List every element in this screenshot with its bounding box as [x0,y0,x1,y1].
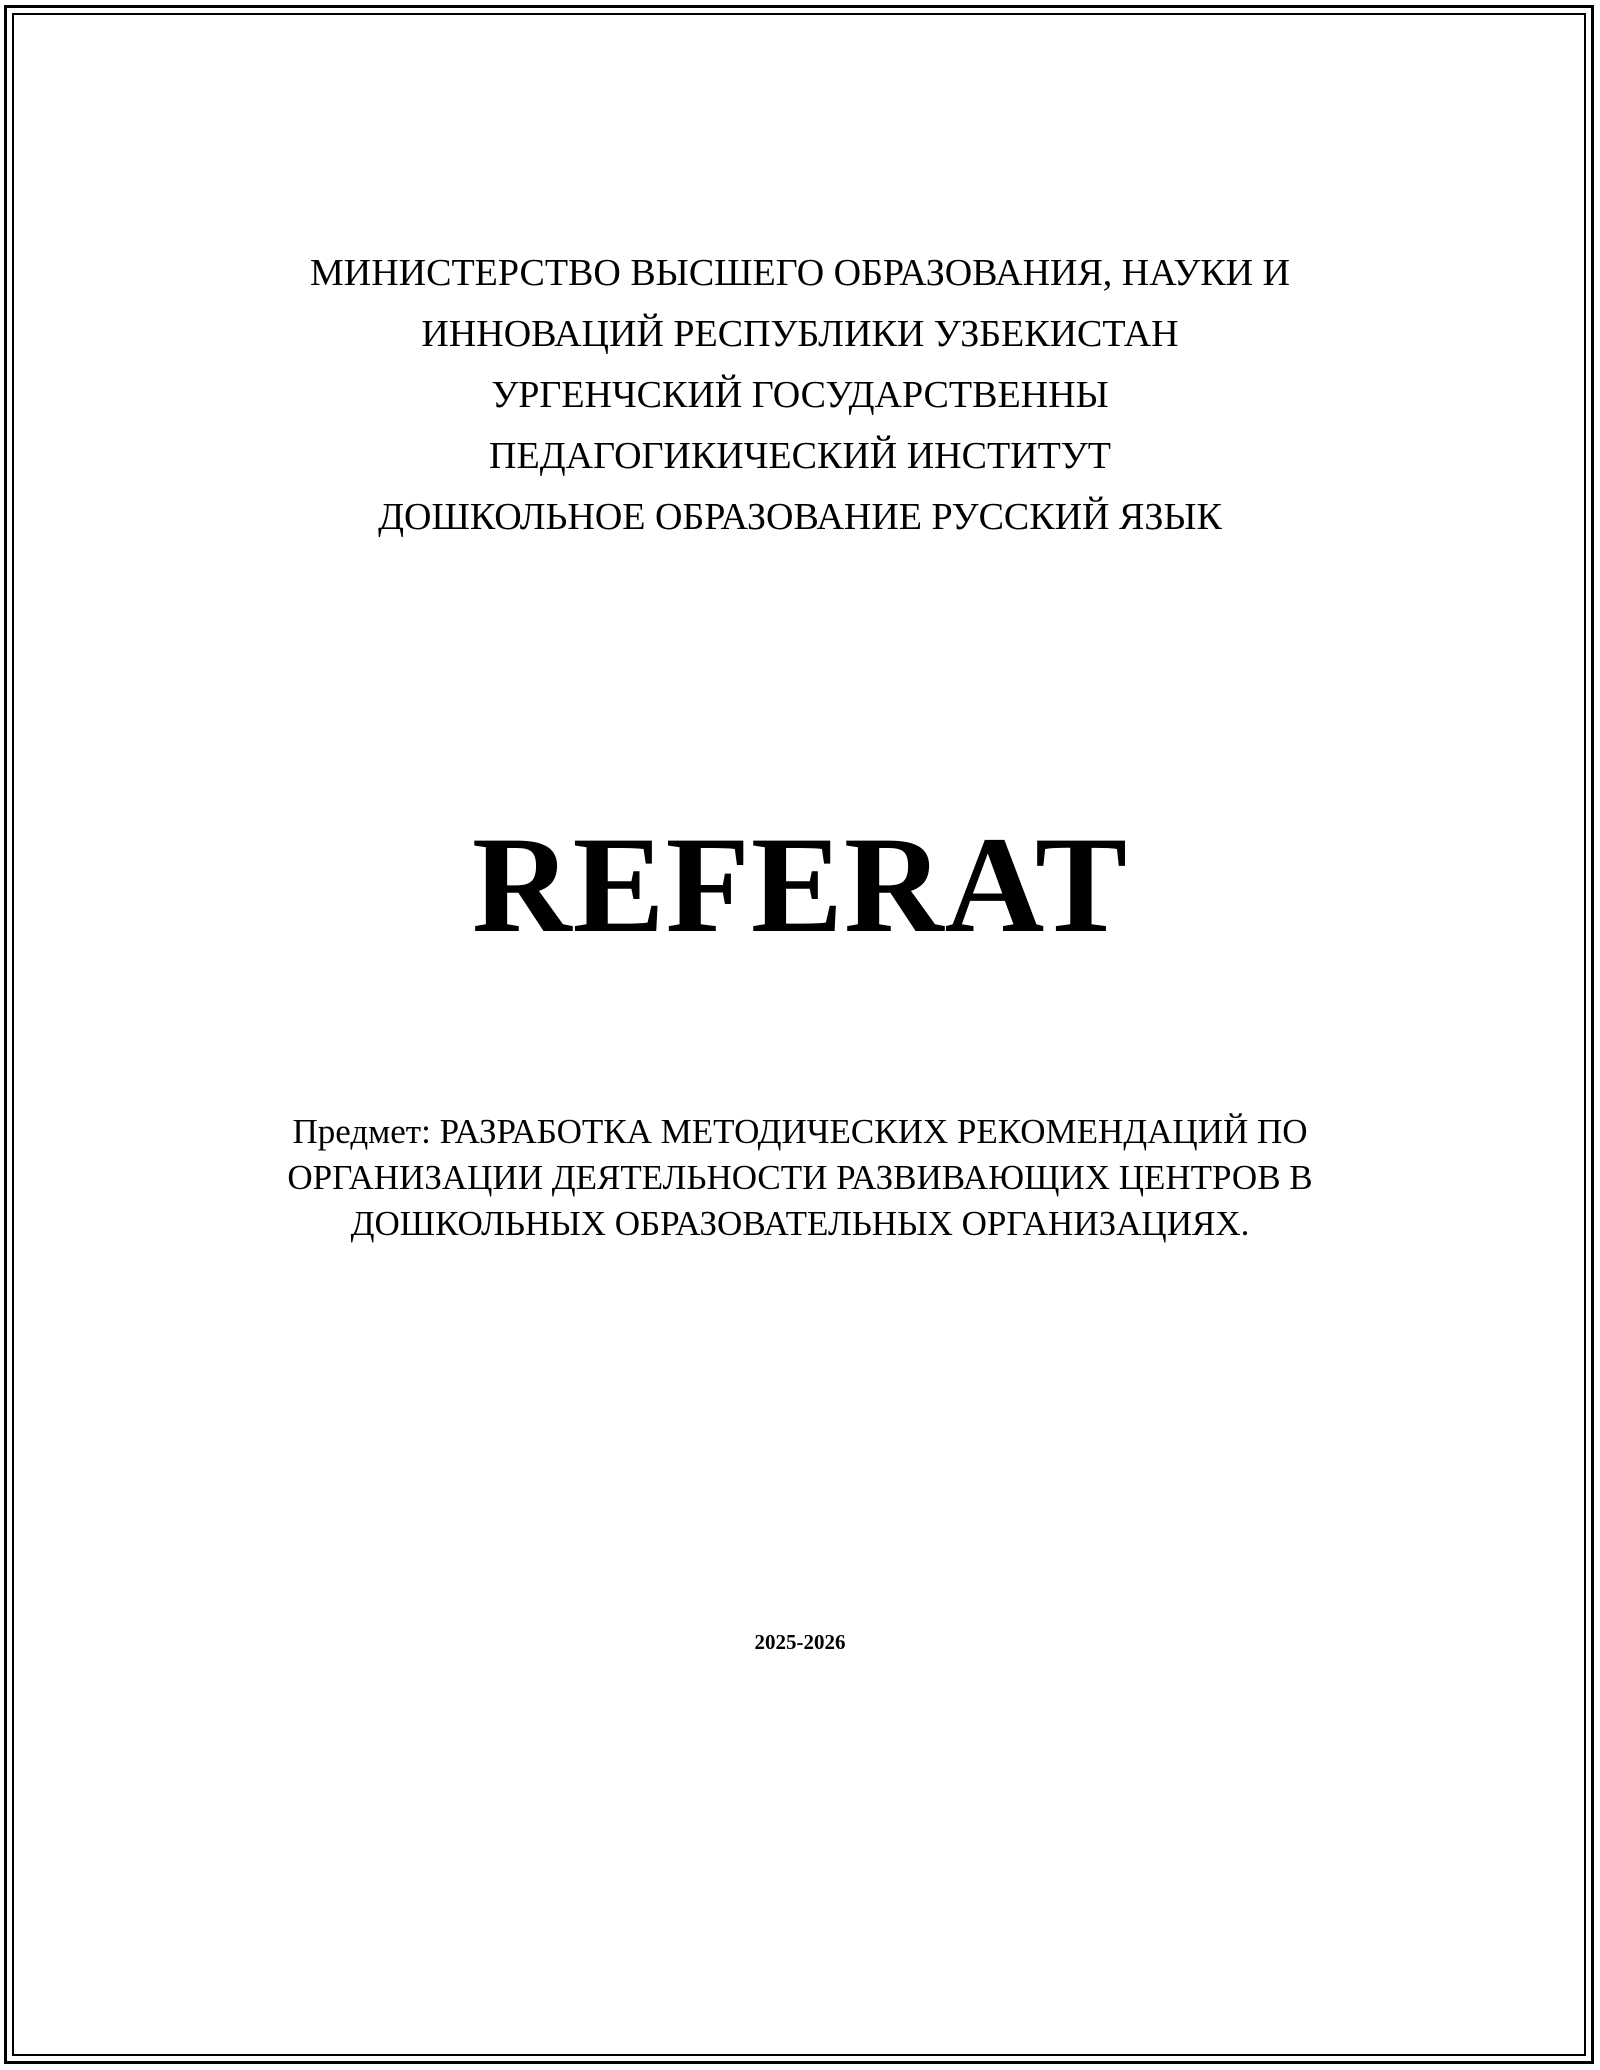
institution-header [0,243,1600,548]
header-line-institute-2: ПЕДАГОГИКИЧЕСКИЙ ИНСТИТУТ [489,435,1111,477]
header-line-ministry-2: ИННОВАЦИЙ РЕСПУБЛИКИ УЗБЕКИСТАН [421,313,1179,355]
subject-line-3: ДОШКОЛЬНЫХ ОБРАЗОВАТЕЛЬНЫХ ОРГАНИЗАЦИЯХ. [350,1204,1250,1243]
header-line-department: ДОШКОЛЬНОЕ ОБРАЗОВАНИЕ РУССКИЙ ЯЗЫК [378,496,1222,538]
header-line-institute-1: УРГЕНЧСКИЙ ГОСУДАРСТВЕННЫ [491,374,1109,416]
academic-year: 2025-2026 [754,1630,846,1654]
header-line-ministry-1: МИНИСТЕРСТВО ВЫСШЕГО ОБРАЗОВАНИЯ, НАУКИ И [310,252,1290,294]
subject-block [0,1109,1600,1247]
document-title: REFERAT [471,808,1129,961]
subject-line-2: ОРГАНИЗАЦИИ ДЕЯТЕЛЬНОСТИ РАЗВИВАЮЩИХ ЦЕНТРОВ В [287,1158,1313,1197]
subject-line-1: Предмет: РАЗРАБОТКА МЕТОДИЧЕСКИХ РЕКОМЕНДАЦИЙ ПО [292,1112,1308,1151]
